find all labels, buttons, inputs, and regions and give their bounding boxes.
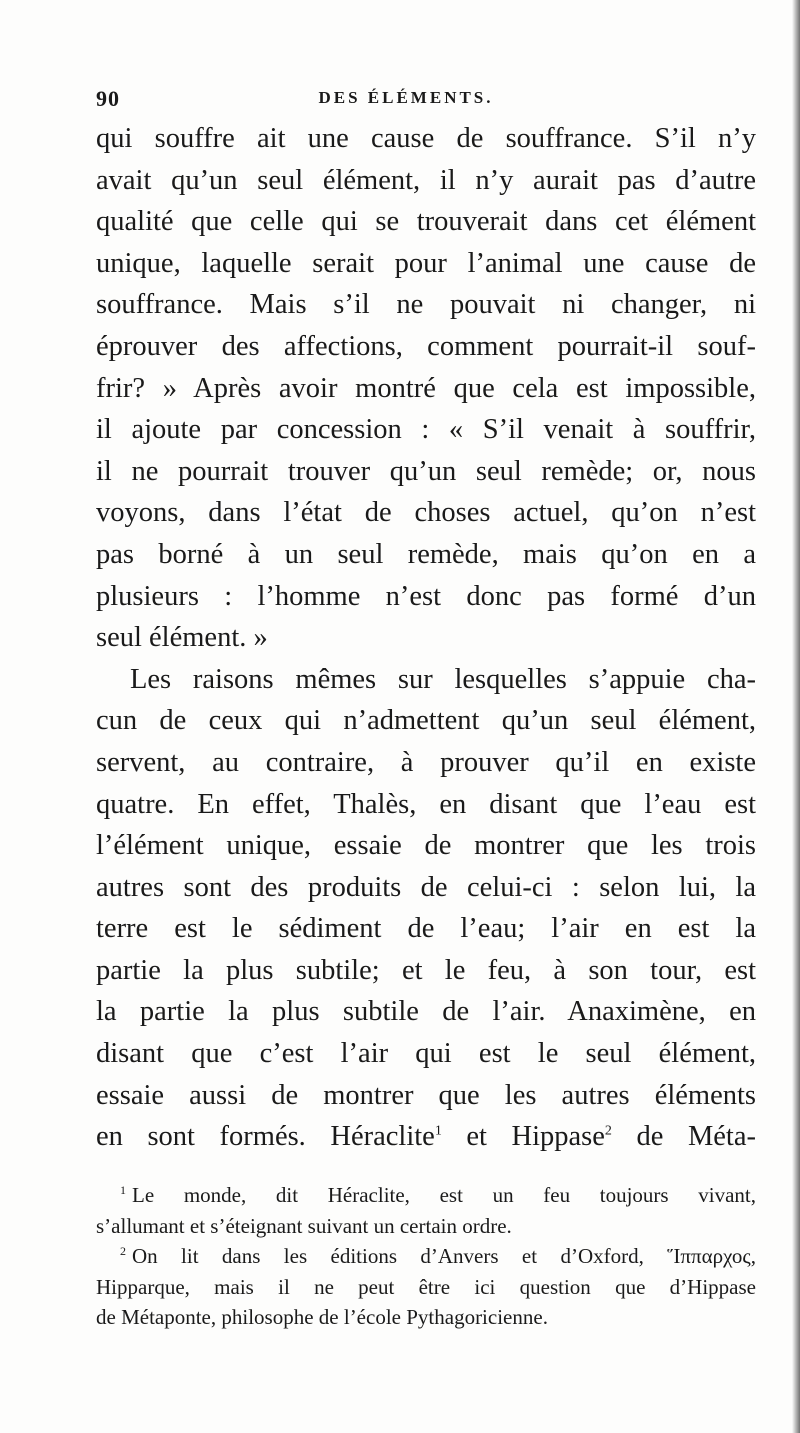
text-line: terre est le sédiment de l’eau; l’air en est la [96,913,756,945]
text-line: autres sont des produits de celui-ci : selon lui, la [96,871,756,903]
footnote-1-text: Le monde, dit Héraclite, est un feu toujours vivant, [132,1183,756,1207]
running-title: DES ÉLÉMENTS. [318,88,494,107]
footnotes [96,1180,756,1333]
text-line: partie la plus subtile; et le feu, à son tour, est [96,954,756,986]
text-line: éprouver des affections, comment pourrait-il souf- [96,330,756,362]
text-line: souffrance. Mais s’il ne pouvait ni changer, ni [96,289,756,321]
page-edge-shadow [792,0,800,1433]
running-head [96,86,756,114]
paragraph-end-line: seul élément. » [96,622,268,654]
text-line: pas borné à un seul remède, mais qu’on en a [96,538,756,570]
text-line: voyons, dans l’état de choses actuel, qu’on n’est [96,497,756,529]
text-line: unique, laquelle serait pour l’animal une cause de [96,247,756,279]
text-line: il ajoute par concession : « S’il venait à souffrir, [96,414,756,446]
footnote-1-line: s’allumant et s’éteignant suivant un certain ordre. [96,1213,512,1238]
footnote-2-text: On lit dans les éditions d’Anvers et d’Oxford, Ἵππαρχος, [132,1244,756,1268]
text-line: cun de ceux qui n’admettent qu’un seul élément, [96,705,756,737]
footnote-2-line [96,1241,756,1272]
text-line: qualité que celle qui se trouverait dans cet élément [96,206,756,238]
text-line: l’élément unique, essaie de montrer que les trois [96,830,756,862]
footnote-2-line: Hipparque, mais il ne peut être ici question que d’Hippase [96,1274,756,1299]
text-line: plusieurs : l’homme n’est donc pas formé d’un [96,580,756,612]
text-fragment: en sont formés. Héraclite [96,1121,435,1153]
footnote-2-mark: 2 [120,1244,126,1258]
footnote-1-line [96,1180,756,1211]
text-line: avait qu’un seul élément, il n’y aurait pas d’autre [96,164,756,196]
text-line: il ne pourrait trouver qu’un seul remède; or, nous [96,455,756,487]
footnote-ref-2: 2 [604,1123,612,1139]
text-line: qui souffre ait une cause de souffrance. S’il n’y [96,123,756,154]
text-fragment: de Méta- [611,1121,756,1153]
text-line: disant que c’est l’air qui est le seul élément, [96,1038,756,1070]
text-line: servent, au contraire, à prouver qu’il en existe [96,746,756,778]
page-number: 90 [96,86,120,111]
footnote-1-mark: 1 [120,1183,126,1197]
footnote-ref-1: 1 [434,1123,442,1139]
text-fragment: et Hippase [441,1121,605,1153]
text-line: la partie la plus subtile de l’air. Anaximène, en [96,996,756,1028]
text-line: quatre. En effet, Thalès, en disant que l’eau est [96,788,756,820]
body-text [96,118,756,1158]
footnote-2-line: de Métaponte, philosophe de l’école Pythagoricienne. [96,1305,548,1329]
text-line-with-footnote-refs [96,1116,756,1158]
text-line: essaie aussi de montrer que les autres éléments [96,1079,756,1111]
paragraph-first-line: Les raisons mêmes sur lesquelles s’appuie cha- [130,663,756,695]
text-line: frir? » Après avoir montré que cela est impossible, [96,372,756,404]
